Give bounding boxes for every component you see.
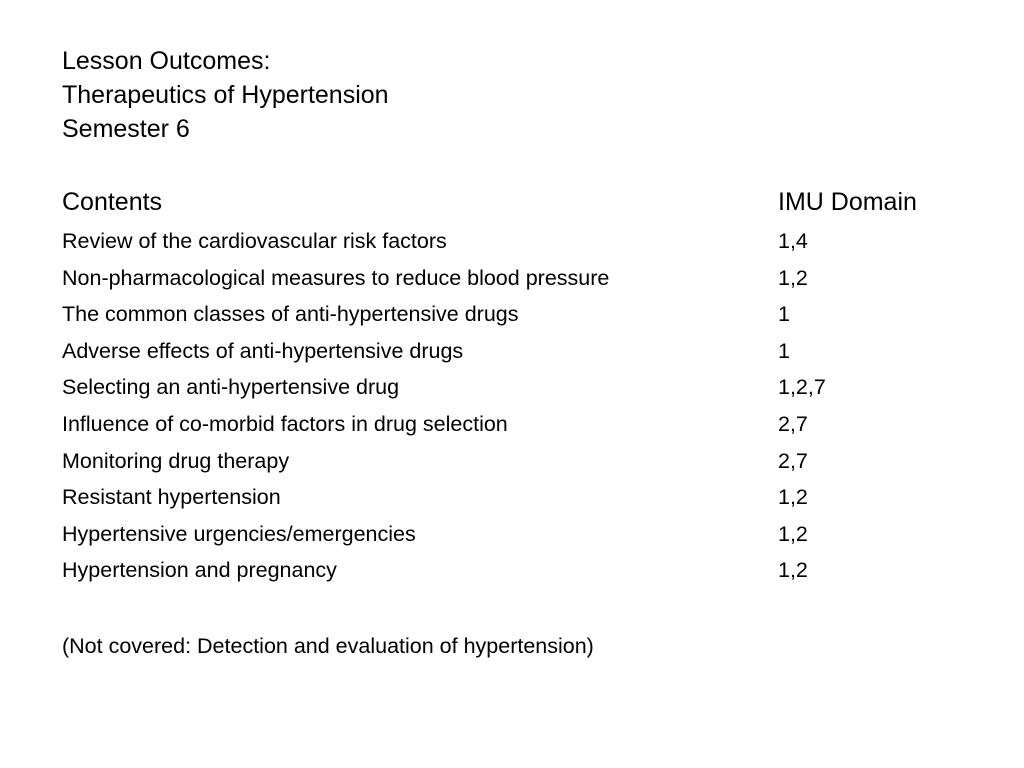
- table-row: [62, 445, 962, 482]
- table-row: [62, 518, 962, 555]
- table-row: [62, 554, 962, 591]
- row-domain: 1,2: [778, 265, 808, 290]
- row-contents: Selecting an anti-hypertensive drug: [62, 375, 400, 400]
- row-domain: 2,7: [778, 411, 808, 436]
- table-row: [62, 298, 962, 335]
- row-domain: 1: [778, 338, 790, 363]
- row-domain: 1,4: [778, 229, 808, 253]
- row-contents: Adverse effects of anti-hypertensive drugs: [62, 338, 464, 363]
- row-domain: 1,2,7: [778, 375, 826, 400]
- title-topic: Therapeutics of Hypertension: [62, 81, 389, 109]
- row-contents: The common classes of anti-hypertensive drugs: [62, 302, 519, 327]
- outcomes-table: [62, 225, 962, 591]
- row-contents: Monitoring drug therapy: [62, 448, 290, 473]
- row-contents: Hypertensive urgencies/emergencies: [62, 521, 416, 546]
- title-heading: Lesson Outcomes:: [62, 47, 271, 75]
- table-row: [62, 225, 962, 262]
- table-row: [62, 335, 962, 372]
- row-contents: Review of the cardiovascular risk factors: [62, 229, 447, 253]
- row-domain: 2,7: [778, 448, 808, 473]
- title-semester: Semester 6: [62, 115, 190, 143]
- table-row: [62, 371, 962, 408]
- table-row: [62, 481, 962, 518]
- domain-column-header: IMU Domain: [778, 188, 917, 216]
- row-contents: Resistant hypertension: [62, 485, 281, 510]
- row-contents: Influence of co-morbid factors in drug selection: [62, 411, 508, 436]
- table-row: [62, 262, 962, 299]
- row-domain: 1,2: [778, 558, 808, 583]
- table-row: [62, 408, 962, 445]
- row-domain: 1: [778, 302, 790, 327]
- table-header: [62, 185, 962, 219]
- row-domain: 1,2: [778, 485, 808, 510]
- slide-title: [62, 44, 389, 146]
- row-contents: Non-pharmacological measures to reduce blood pressure: [62, 265, 610, 290]
- row-domain: 1,2: [778, 521, 808, 546]
- row-contents: Hypertension and pregnancy: [62, 558, 337, 583]
- not-covered-note: (Not covered: Detection and evaluation of hypertension): [62, 634, 594, 658]
- contents-column-header: Contents: [62, 188, 163, 216]
